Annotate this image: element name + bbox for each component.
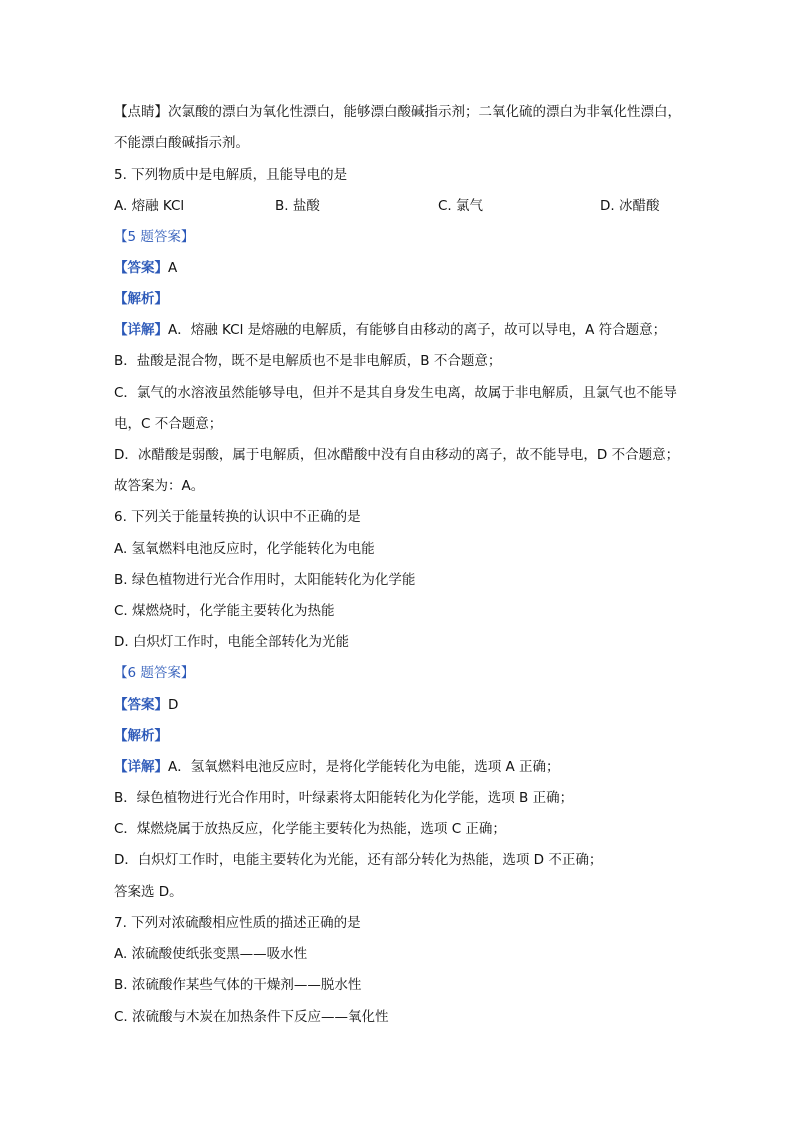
q5-detail-5: D．冰醋酸是弱酸，属于电解质，但冰醋酸中没有自由移动的离子，故不能导电，D 不合题意； — [114, 447, 680, 463]
q5-answer-tag: 【5 题答案】 — [114, 229, 195, 245]
q6-answer-value: D — [168, 697, 179, 713]
q6-detail-4: D．白炽灯工作时，电能主要转化为光能，还有部分转化为热能，选项 D 不正确； — [114, 852, 603, 868]
q6-option-a: A. 氢氧燃料电池反应时，化学能转化为电能 — [114, 541, 375, 557]
q5-detail-4: 电，C 不合题意； — [114, 416, 223, 432]
q7-option-a: A. 浓硫酸使纸张变黑——吸水性 — [114, 946, 308, 962]
q5-detail-3: C．氯气的水溶液虽然能够导电，但并不是其自身发生电离，故属于非电解质，且氯气也不能导 — [114, 385, 677, 401]
q5-analysis-label: 【解析】 — [114, 291, 168, 307]
q5-stem: 5. 下列物质中是电解质，且能导电的是 — [114, 167, 348, 183]
q5-detail-6: 故答案为：A。 — [114, 478, 205, 494]
q6-option-d: D. 白炽灯工作时，电能全部转化为光能 — [114, 634, 349, 650]
q5-detail-1: 【详解】A．熔融 KCl 是熔融的电解质，有能够自由移动的离子，故可以导电，A 符合题意； — [114, 322, 667, 338]
q6-option-c: C. 煤燃烧时，化学能主要转化为热能 — [114, 603, 335, 619]
q6-answer-label: 【答案】 — [114, 697, 168, 713]
q6-detail-label: 【详解】 — [114, 759, 168, 775]
q5-option-d: D. 冰醋酸 — [600, 198, 660, 214]
q6-answer-tag: 【6 题答案】 — [114, 665, 195, 681]
q6-option-b: B. 绿色植物进行光合作用时，太阳能转化为化学能 — [114, 572, 416, 588]
q7-option-b: B. 浓硫酸作某些气体的干燥剂——脱水性 — [114, 977, 362, 993]
q5-option-a: A. 熔融 KCl — [114, 198, 185, 214]
q6-detail-2: B．绿色植物进行光合作用时，叶绿素将太阳能转化为化学能，选项 B 正确； — [114, 790, 574, 806]
q5-answer — [114, 258, 698, 278]
q5-detail-label: 【详解】 — [114, 322, 168, 338]
q5-detail-2: B．盐酸是混合物，既不是电解质也不是非电解质，B 不合题意； — [114, 353, 502, 369]
q6-detail-3: C．煤燃烧属于放热反应，化学能主要转化为热能，选项 C 正确； — [114, 821, 506, 837]
q6-answer — [114, 695, 698, 715]
q6-analysis-label: 【解析】 — [114, 728, 168, 744]
q6-detail-5: 答案选 D。 — [114, 884, 183, 900]
q6-detail-1: 【详解】A．氢氧燃料电池反应时，是将化学能转化为电能，选项 A 正确； — [114, 759, 560, 775]
q7-stem: 7. 下列对浓硫酸相应性质的描述正确的是 — [114, 915, 361, 931]
q5-option-c: C. 氯气 — [438, 198, 484, 214]
q7-option-c: C. 浓硫酸与木炭在加热条件下反应——氧化性 — [114, 1009, 389, 1025]
q5-option-b: B. 盐酸 — [275, 198, 320, 214]
q5-answer-value: A — [168, 260, 178, 276]
q5-answer-label: 【答案】 — [114, 260, 168, 276]
q6-stem: 6. 下列关于能量转换的认识中不正确的是 — [114, 509, 361, 525]
dianjing-line-2: 不能漂白酸碱指示剂。 — [114, 135, 249, 151]
dianjing-line-1: 【点睛】次氯酸的漂白为氧化性漂白，能够漂白酸碱指示剂；二氧化硫的漂白为非氧化性漂白， — [114, 104, 681, 120]
